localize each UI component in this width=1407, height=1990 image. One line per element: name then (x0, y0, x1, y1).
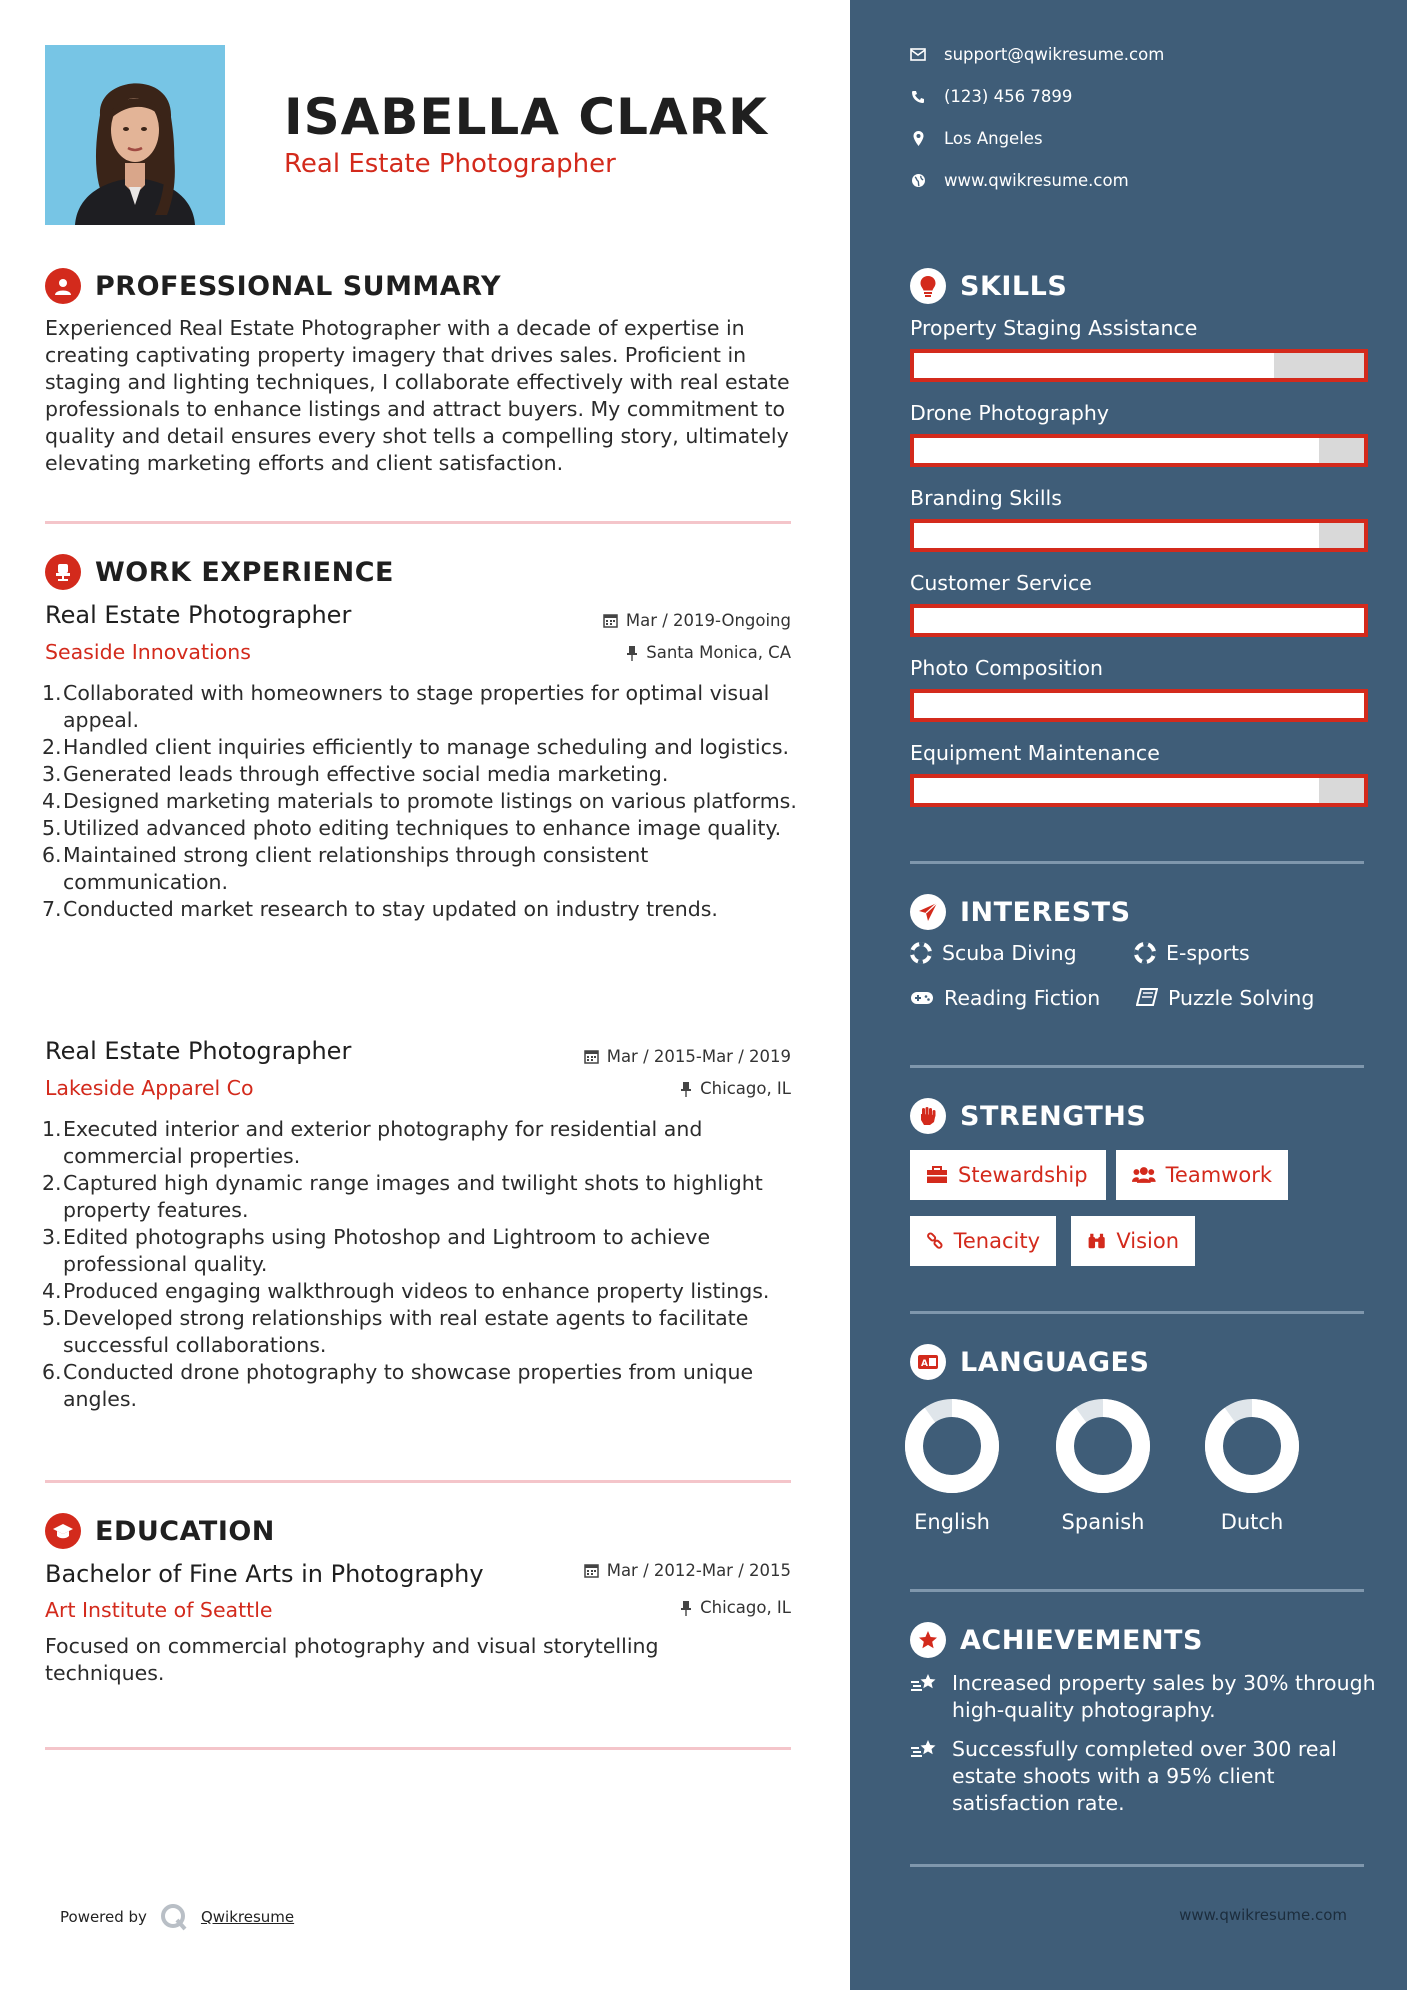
summary-heading (45, 268, 501, 304)
paper-plane-icon (910, 894, 946, 930)
profile-photo (45, 45, 225, 225)
strength-label: Tenacity (953, 1229, 1040, 1253)
powered-by-label: Powered by (60, 1908, 147, 1926)
language-item (1038, 1396, 1168, 1534)
section-divider (910, 1311, 1364, 1314)
sidebar (850, 0, 1407, 1990)
interest-label: Reading Fiction (944, 986, 1101, 1010)
section-divider (910, 861, 1364, 864)
shooting-star-icon (910, 1736, 942, 1817)
degree-title: Bachelor of Fine Arts in Photography (45, 1560, 484, 1588)
achievement-item (910, 1670, 1380, 1724)
language-donut-arc (1214, 1408, 1290, 1484)
job-dates-text: Mar / 2019-Ongoing (625, 611, 791, 630)
strengths-title: STRENGTHS (960, 1100, 1147, 1132)
job-location-text: Santa Monica, CA (646, 643, 791, 662)
calendar-icon (603, 613, 618, 628)
education-heading (45, 1513, 275, 1549)
section-divider (910, 1864, 1364, 1867)
link-icon (926, 1230, 944, 1252)
skill-bar-fill (914, 438, 1319, 463)
education-dates-text: Mar / 2012-Mar / 2015 (606, 1561, 791, 1580)
contact-email-text: support@qwikresume.com (944, 45, 1165, 64)
binoculars-icon (1087, 1231, 1106, 1251)
list-item: Maintained strong client relationships through consistent communication. (63, 843, 649, 894)
skill-bar (910, 434, 1368, 467)
contact-website-text: www.qwikresume.com (944, 171, 1129, 190)
users-icon (1132, 1166, 1156, 1184)
job-location (626, 643, 791, 662)
language-icon (910, 1344, 946, 1380)
envelope-icon (910, 47, 926, 63)
job-company: Seaside Innovations (45, 640, 251, 664)
chair-icon (45, 554, 81, 590)
contact-location (910, 129, 1043, 148)
experience-title: WORK EXPERIENCE (95, 556, 394, 588)
strength-badge (1071, 1216, 1195, 1266)
school-name: Art Institute of Seattle (45, 1598, 273, 1622)
section-divider (910, 1065, 1364, 1068)
job-duties (45, 1116, 805, 1413)
language-item (887, 1396, 1017, 1534)
achievements-title: ACHIEVEMENTS (960, 1624, 1203, 1656)
skill-bar-fill (914, 608, 1364, 633)
skill-bar-fill (914, 778, 1319, 803)
strength-badge (910, 1150, 1106, 1200)
skill-bar-fill (914, 523, 1319, 548)
skills-title: SKILLS (960, 270, 1068, 302)
education-description: Focused on commercial photography and visual storytelling techniques. (45, 1634, 659, 1685)
language-donut-arc (914, 1408, 990, 1484)
strengths-heading (910, 1098, 1146, 1134)
interests-heading (910, 894, 1131, 930)
languages-heading (910, 1344, 1149, 1380)
powered-by (60, 1902, 294, 1932)
skill-bar (910, 519, 1368, 552)
gamepad-icon (910, 990, 934, 1006)
experience-heading (45, 554, 394, 590)
book-icon (1136, 988, 1158, 1008)
section-divider (45, 521, 791, 524)
language-item (1187, 1396, 1317, 1534)
skill-bar-fill (914, 353, 1274, 378)
skill-bar (910, 774, 1368, 807)
strength-badge (910, 1216, 1056, 1266)
job-title: Real Estate Photographer (45, 601, 352, 629)
list-item: Handled client inquiries efficiently to manage scheduling and logistics. (63, 735, 790, 759)
skill-label: Property Staging Assistance (910, 316, 1198, 340)
footer-url[interactable]: www.qwikresume.com (1179, 1906, 1347, 1924)
languages-title: LANGUAGES (960, 1346, 1150, 1378)
lightbulb-icon (910, 268, 946, 304)
contact-location-text: Los Angeles (944, 129, 1043, 148)
skill-label: Equipment Maintenance (910, 741, 1160, 765)
qwikresume-logo-icon (159, 1902, 189, 1932)
interest-label: Puzzle Solving (1168, 986, 1315, 1010)
contact-website[interactable] (910, 171, 1129, 190)
language-donut (1202, 1396, 1302, 1496)
strength-badge (1116, 1150, 1288, 1200)
contact-email[interactable] (910, 45, 1164, 64)
list-item: Conducted market research to stay updated on industry trends. (63, 897, 718, 921)
section-divider (45, 1747, 791, 1750)
job-duties (45, 680, 805, 923)
language-donut (1053, 1396, 1153, 1496)
pin-icon (680, 1081, 692, 1097)
list-item: Conducted drone photography to showcase properties from unique angles. (63, 1360, 754, 1411)
education-location (680, 1598, 791, 1617)
candidate-name: ISABELLA CLARK (284, 88, 768, 146)
calendar-icon (584, 1049, 599, 1064)
contact-phone[interactable] (910, 87, 1072, 106)
fist-icon (910, 1098, 946, 1134)
user-icon (45, 268, 81, 304)
briefcase-icon (926, 1166, 948, 1184)
skill-bar (910, 349, 1368, 382)
language-donut-arc (1065, 1408, 1141, 1484)
section-divider (45, 1480, 791, 1483)
summary-title: PROFESSIONAL SUMMARY (95, 270, 502, 302)
skill-label: Customer Service (910, 571, 1092, 595)
list-item: Produced engaging walkthrough videos to enhance property listings. (63, 1279, 770, 1303)
job-location (680, 1079, 791, 1098)
skill-label: Drone Photography (910, 401, 1110, 425)
skill-bar (910, 604, 1368, 637)
graduation-icon (45, 1513, 81, 1549)
globe-icon (910, 173, 926, 189)
list-item: Generated leads through effective social media marketing. (63, 762, 669, 786)
achievement-item (910, 1736, 1380, 1817)
phone-icon (910, 89, 926, 105)
job-location-text: Chicago, IL (700, 1079, 791, 1098)
job-dates (603, 611, 791, 630)
interest-item (910, 986, 1100, 1010)
job-dates-text: Mar / 2015-Mar / 2019 (606, 1047, 791, 1066)
list-item: Edited photographs using Photoshop and Lightroom to achieve professional quality. (63, 1225, 711, 1276)
candidate-title: Real Estate Photographer (284, 149, 616, 179)
strength-label: Stewardship (958, 1163, 1088, 1187)
svg-text:A: A (921, 1359, 928, 1369)
education-dates (584, 1561, 791, 1580)
list-item: Executed interior and exterior photography for residential and commercial properties. (63, 1117, 703, 1168)
interest-label: Scuba Diving (942, 941, 1077, 965)
interest-item (1134, 941, 1250, 965)
skill-label: Branding Skills (910, 486, 1062, 510)
job-title: Real Estate Photographer (45, 1037, 352, 1065)
star-badge-icon (910, 1622, 946, 1658)
life-ring-icon (910, 942, 932, 964)
list-item: Designed marketing materials to promote listings on various platforms. (63, 789, 797, 813)
skills-heading (910, 268, 1067, 304)
section-divider (910, 1589, 1364, 1592)
strength-label: Teamwork (1165, 1163, 1272, 1187)
contact-phone-text: (123) 456 7899 (944, 87, 1073, 106)
language-label: Dutch (1220, 1510, 1284, 1534)
pin-icon (680, 1600, 692, 1616)
job-dates (584, 1047, 791, 1066)
skill-bar-fill (914, 693, 1364, 718)
list-item: Captured high dynamic range images and twilight shots to highlight property features. (63, 1171, 763, 1222)
calendar-icon (584, 1563, 599, 1578)
achievements-heading (910, 1622, 1203, 1658)
pin-icon (626, 645, 638, 661)
list-item: Developed strong relationships with real estate agents to facilitate successful collaborations. (63, 1306, 749, 1357)
qwikresume-link[interactable]: Qwikresume (200, 1908, 295, 1926)
achievement-text: Increased property sales by 30% through high-quality photography. (952, 1671, 1376, 1722)
language-label: English (914, 1510, 990, 1534)
achievement-text: Successfully completed over 300 real estate shoots with a 95% client satisfaction rate. (952, 1737, 1337, 1815)
shooting-star-icon (910, 1670, 942, 1724)
list-item: Collaborated with homeowners to stage properties for optimal visual appeal. (63, 681, 770, 732)
list-item: Utilized advanced photo editing techniques to enhance image quality. (63, 816, 782, 840)
interest-item (1136, 986, 1314, 1010)
map-pin-icon (910, 131, 926, 147)
strength-label: Vision (1116, 1229, 1179, 1253)
language-donut (902, 1396, 1002, 1496)
interest-item (910, 941, 1077, 965)
summary-text: Experienced Real Estate Photographer with a decade of expertise in creating captivating property imagery that drives sales. Proficient in staging and lighting techniques, I collaborate effectively with real estate professionals to enhance listings and attract buyers. My commitment to quality and detail ensures every shot tells a compelling story, ultimately elevating marketing efforts and client satisfaction. (45, 316, 790, 475)
education-title: EDUCATION (95, 1515, 275, 1547)
interests-title: INTERESTS (960, 896, 1131, 928)
interest-label: E-sports (1166, 941, 1250, 965)
education-location-text: Chicago, IL (700, 1598, 791, 1617)
skill-label: Photo Composition (910, 656, 1104, 680)
job-company: Lakeside Apparel Co (45, 1076, 254, 1100)
skill-bar (910, 689, 1368, 722)
language-label: Spanish (1061, 1510, 1145, 1534)
life-ring-icon (1134, 942, 1156, 964)
